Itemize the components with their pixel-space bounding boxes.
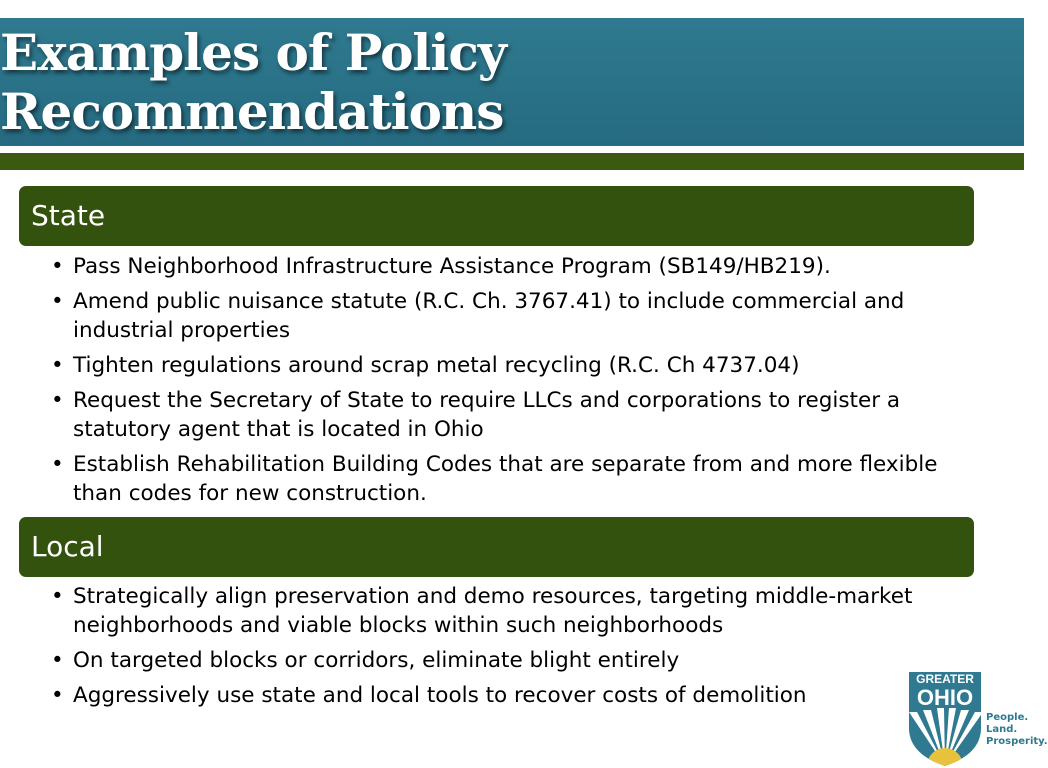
green-stripe [0, 153, 1024, 170]
list-item: • Pass Neighborhood Infrastructure Assistance Program (SB149/HB219). [47, 252, 952, 281]
list-item: • Request the Secretary of State to require LLCs and corporations to register a statutory agent that is located in Ohio [47, 386, 952, 444]
section-header-state: State [19, 186, 974, 246]
local-bullet-list [47, 582, 952, 716]
list-item: • Tighten regulations around scrap metal recycling (R.C. Ch 4737.04) [47, 351, 952, 380]
list-item: • On targeted blocks or corridors, eliminate blight entirely [47, 646, 952, 675]
tagline-line: People. [986, 712, 1029, 723]
logo-line1: GREATER [916, 672, 974, 686]
list-item: • Establish Rehabilitation Building Codes that are separate from and more flexible than codes for new construction. [47, 450, 952, 508]
slide-title: Examples of Policy Recommendations [0, 23, 506, 141]
tagline-line: Prosperity. [986, 736, 1048, 747]
logo-tagline [986, 712, 1048, 748]
state-bullet-list [47, 252, 952, 514]
list-item: • Amend public nuisance statute (R.C. Ch. 3767.41) to include commercial and industrial properties [47, 287, 952, 345]
tagline-line: Land. [986, 724, 1018, 735]
logo-line2: OHIO [916, 685, 974, 710]
section-header-local: Local [19, 517, 974, 577]
list-item: • Strategically align preservation and demo resources, targeting middle-market neighborhoods and viable blocks within such neighborhoods [47, 582, 952, 640]
list-item: • Aggressively use state and local tools to recover costs of demolition [47, 681, 952, 710]
